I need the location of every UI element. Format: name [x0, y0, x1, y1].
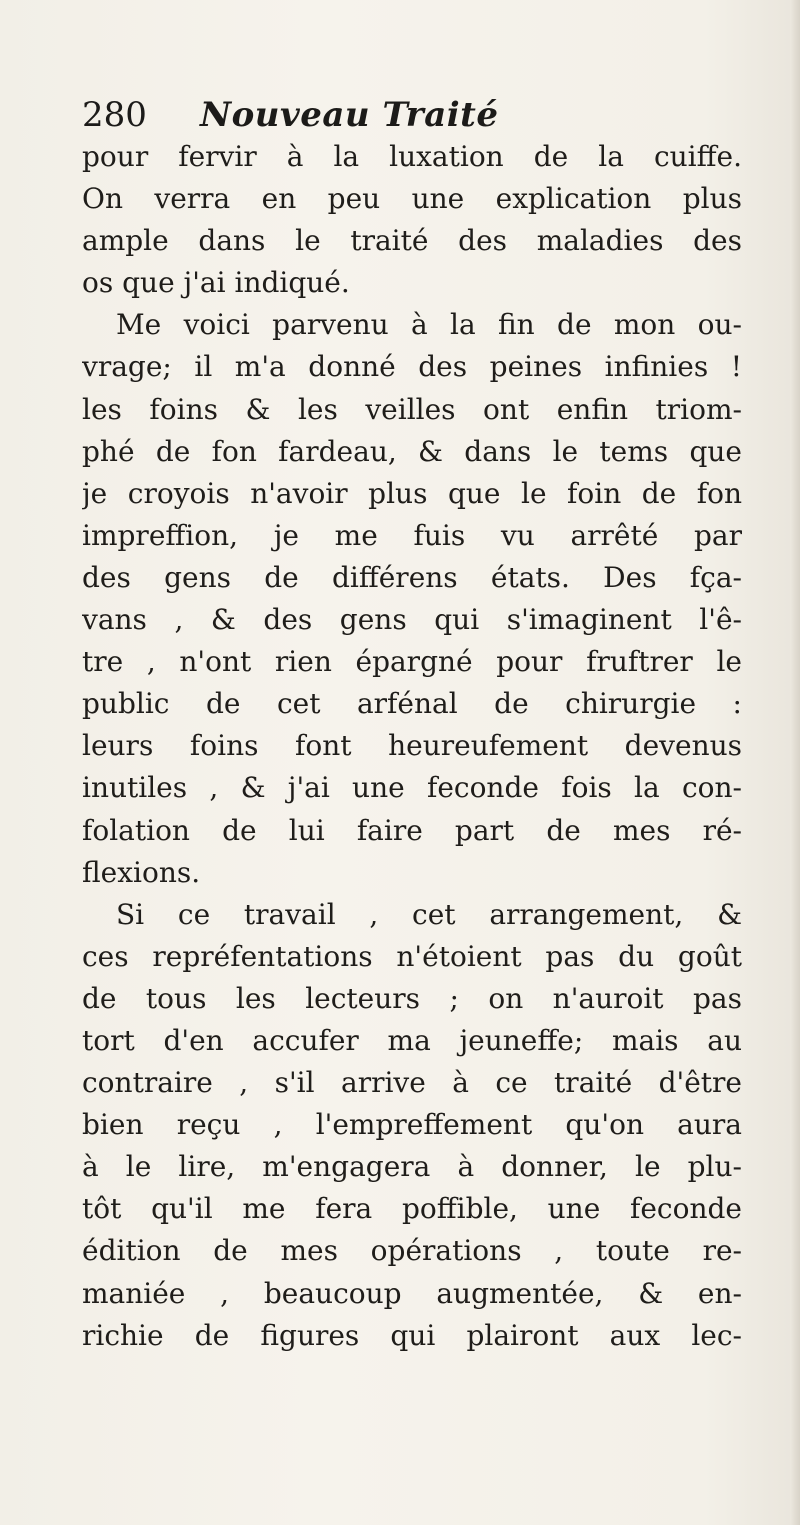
text-line: impreffion, je me fuis vu arrêté par	[82, 518, 742, 552]
running-title: Nouveau Traité	[200, 95, 499, 135]
text-line: tort d'en accufer ma jeuneffe; mais au	[82, 1023, 742, 1057]
paragraph-start-line: Si ce travail , cet arrangement, &	[116, 897, 742, 931]
text-line: os que j'ai indiqué.	[82, 266, 350, 300]
text-line: inutiles , & j'ai une feconde fois la con-	[82, 771, 742, 805]
text-line: flexions.	[82, 855, 201, 889]
text-line: je croyois n'avoir plus que le foin de fon	[82, 476, 742, 510]
text-line: contraire , s'il arrive à ce traité d'être	[82, 1066, 742, 1100]
text-line: à le lire, m'engagera à donner, le plu-	[82, 1150, 742, 1184]
text-line: édition de mes opérations , toute re-	[82, 1234, 742, 1268]
page-edge-shadow	[790, 0, 800, 1525]
text-line: pour fervir à la luxation de la cuiffe.	[82, 140, 742, 173]
text-line: public de cet arfénal de chirurgie :	[82, 687, 742, 721]
text-line: richie de figures qui plairont aux lec-	[82, 1318, 742, 1352]
text-line: folation de lui faire part de mes ré-	[82, 813, 742, 847]
text-line: tre , n'ont rien épargné pour fruftrer le	[82, 645, 742, 679]
text-line: maniée , beaucoup augmentée, & en-	[82, 1276, 742, 1310]
text-line: de tous les lecteurs ; on n'auroit pas	[82, 981, 742, 1015]
text-line: phé de fon fardeau, & dans le tems que	[82, 434, 742, 468]
page-header	[80, 92, 720, 138]
text-line: les foins & les veilles ont enfin triom-	[82, 392, 742, 426]
text-line: tôt qu'il me fera poffible, une feconde	[82, 1192, 742, 1226]
body-text	[82, 136, 742, 1357]
text-line: vrage; il m'a donné des peines infinies !	[82, 350, 742, 384]
text-line: ces repréfentations n'étoient pas du goût	[82, 939, 742, 973]
paragraph-start-line: Me voici parvenu à la fin de mon ou-	[116, 308, 742, 342]
text-line: bien reçu , l'empreffement qu'on aura	[82, 1108, 742, 1142]
text-line: vans , & des gens qui s'imaginent l'ê-	[82, 603, 742, 637]
text-line: On verra en peu une explication plus	[82, 182, 742, 216]
page-number: 280	[82, 95, 147, 135]
text-line: des gens de différens états. Des fça-	[82, 560, 742, 594]
text-line: ample dans le traité des maladies des	[82, 224, 742, 258]
text-line: leurs foins font heureufement devenus	[82, 729, 742, 763]
